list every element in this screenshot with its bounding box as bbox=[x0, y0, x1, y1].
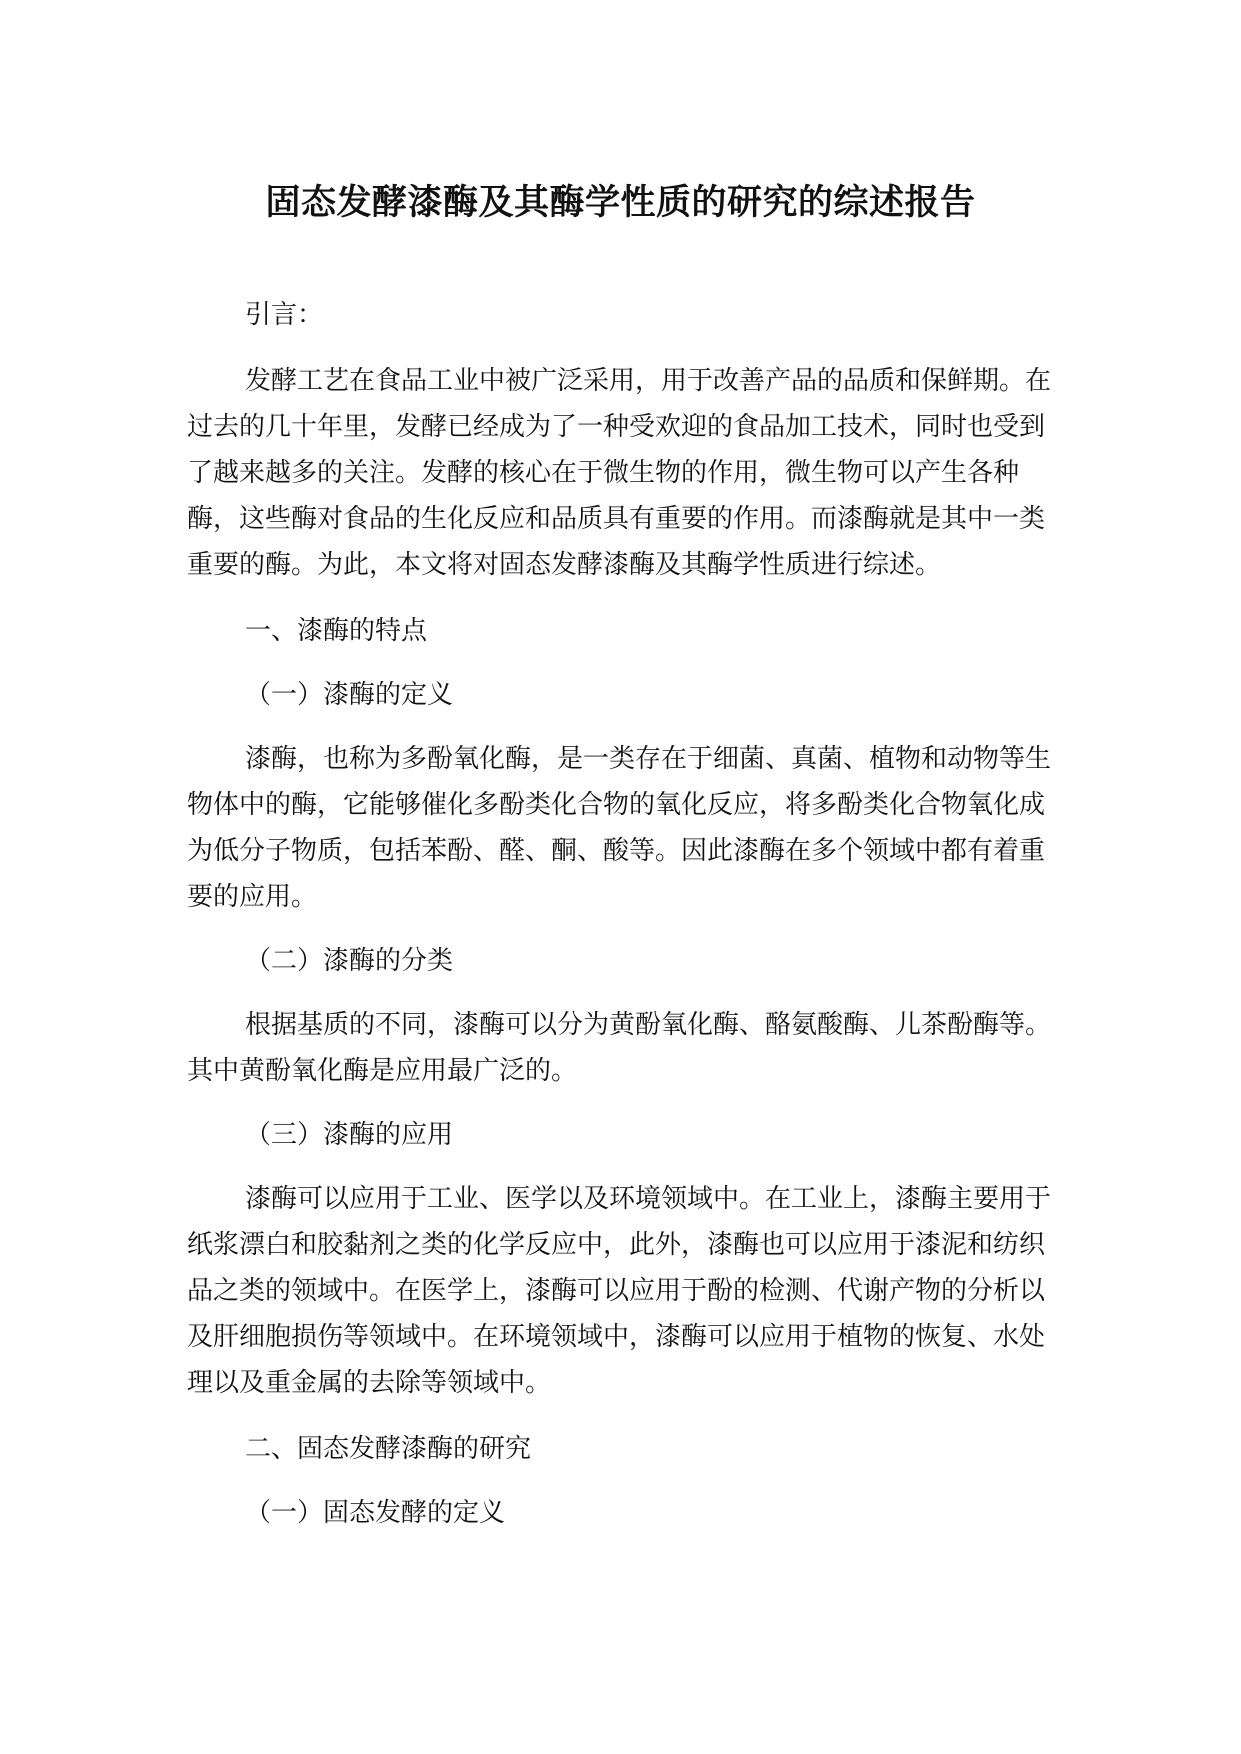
subsection-heading-1-3: （三）漆酶的应用 bbox=[245, 1120, 454, 1150]
document-body bbox=[187, 292, 1067, 1536]
paragraph-definition: 漆酶，也称为多酚氧化酶，是一类存在于细菌、真菌、植物和动物等生物体中的酶，它能够催化多酚类化合物的氧化反应，将多酚类化合物氧化成为低分子物质，包括苯酚、醛、酮、酸等。因此漆酶在多个领域中都有着重要的应用。 bbox=[187, 744, 1052, 912]
subsection-heading-2-1: （一）固态发酵的定义 bbox=[245, 1498, 506, 1528]
section-heading-1: 一、漆酶的特点 bbox=[245, 616, 428, 646]
paragraph-intro: 发酵工艺在食品工业中被广泛采用，用于改善产品的品质和保鲜期。在过去的几十年里，发酵已经成为了一种受欢迎的食品加工技术，同时也受到了越来越多的关注。发酵的核心在于微生物的作用，微生物可以产生各种酶，这些酶对食品的生化反应和品质具有重要的作用。而漆酶就是其中一类重要的酶。为此，本文将对固态发酵漆酶及其酶学性质进行综述。 bbox=[187, 366, 1052, 580]
paragraph-classification: 根据基质的不同，漆酶可以分为黄酚氧化酶、酪氨酸酶、儿茶酚酶等。其中黄酚氧化酶是应用最广泛的。 bbox=[187, 1010, 1052, 1086]
document-title: 固态发酵漆酶及其酶学性质的研究的综述报告 bbox=[265, 183, 976, 223]
section-heading-2: 二、固态发酵漆酶的研究 bbox=[245, 1434, 532, 1464]
subsection-heading-1-1: （一）漆酶的定义 bbox=[245, 680, 454, 710]
section-heading-intro: 引言： bbox=[245, 300, 324, 330]
paragraph-applications: 漆酶可以应用于工业、医学以及环境领域中。在工业上，漆酶主要用于纸浆漂白和胶黏剂之类的化学反应中，此外，漆酶也可以应用于漆泥和纺织品之类的领域中。在医学上，漆酶可以应用于酚的检测、代谢产物的分析以及肝细胞损伤等领域中。在环境领域中，漆酶可以应用于植物的恢复、水处理以及重金属的去除等领域中。 bbox=[187, 1184, 1052, 1398]
subsection-heading-1-2: （二）漆酶的分类 bbox=[245, 946, 454, 976]
